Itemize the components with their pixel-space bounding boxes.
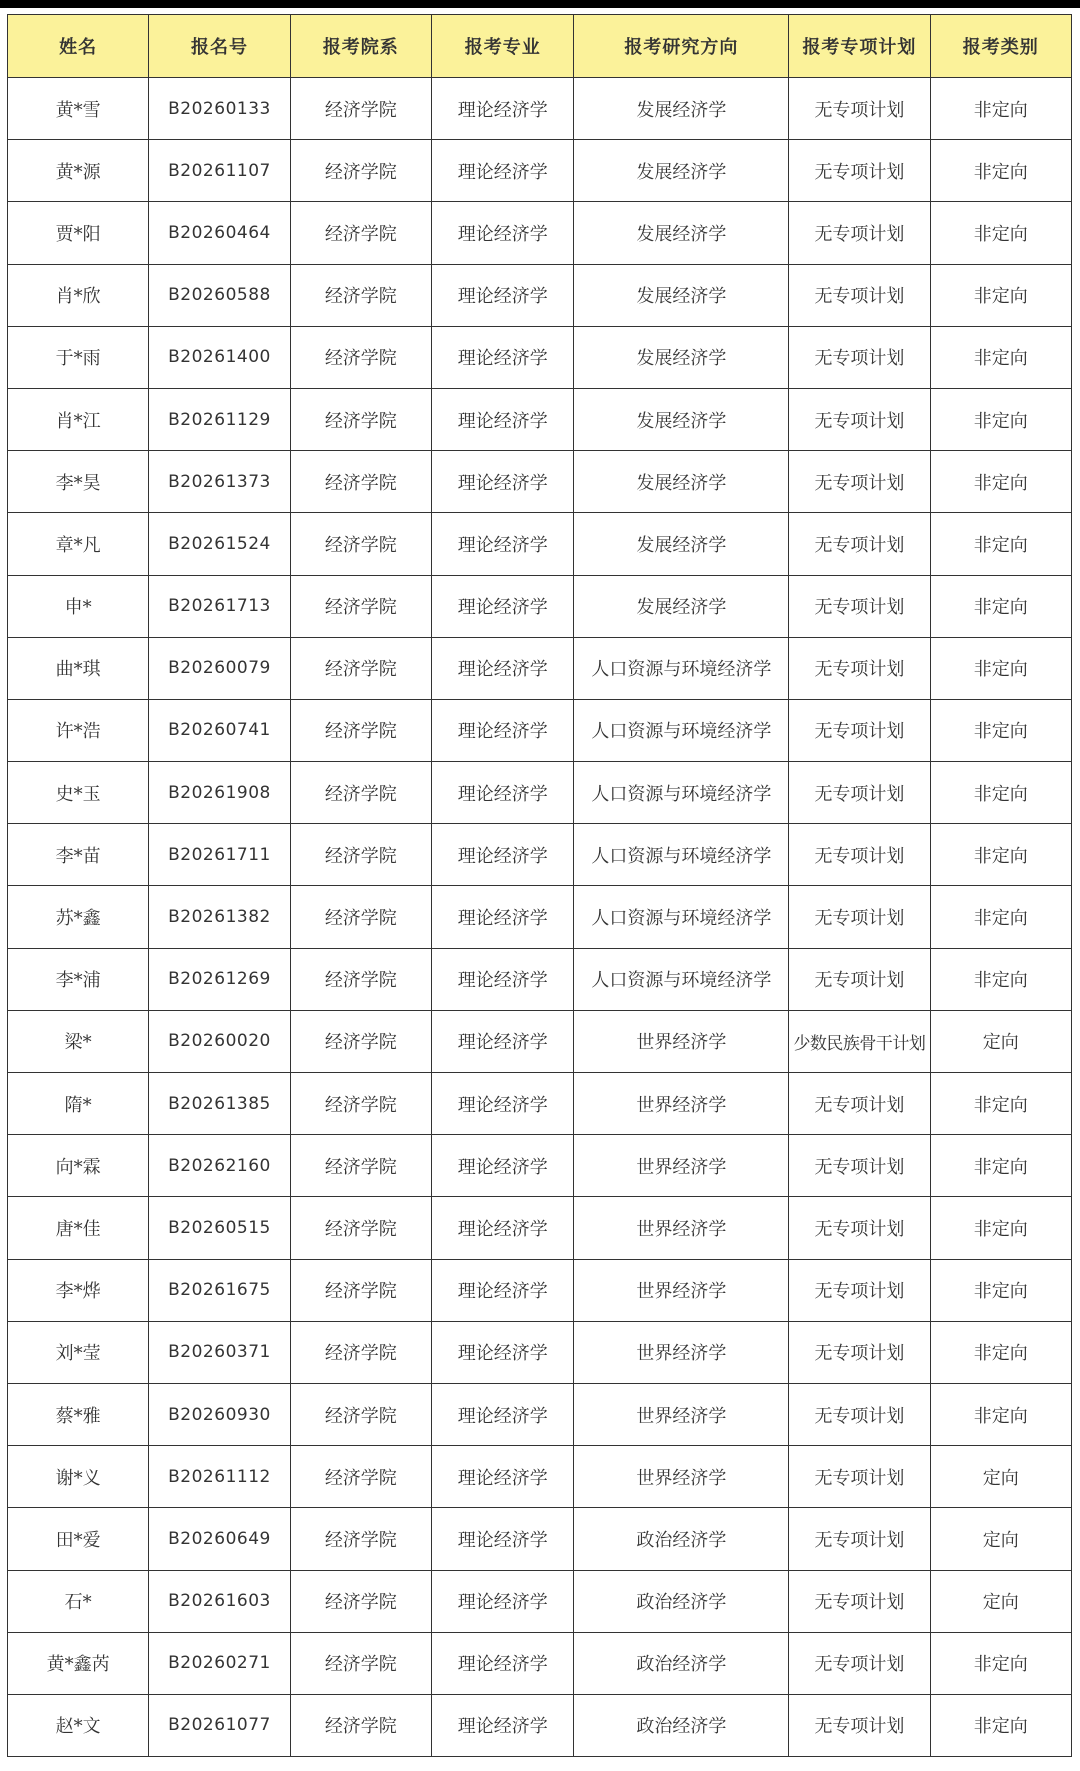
cell-research-direction: 世界经济学 bbox=[574, 1073, 789, 1135]
cell-name: 李*烨 bbox=[8, 1259, 149, 1321]
header-special-plan: 报考专项计划 bbox=[789, 15, 930, 78]
cell-major: 理论经济学 bbox=[431, 762, 573, 824]
cell-major: 理论经济学 bbox=[431, 264, 573, 326]
cell-major: 理论经济学 bbox=[431, 1010, 573, 1072]
cell-name: 于*雨 bbox=[8, 326, 149, 388]
cell-department: 经济学院 bbox=[290, 762, 431, 824]
cell-special-plan: 无专项计划 bbox=[789, 1197, 930, 1259]
cell-category: 非定向 bbox=[930, 78, 1071, 140]
cell-department: 经济学院 bbox=[290, 451, 431, 513]
header-registration-id: 报名号 bbox=[149, 15, 290, 78]
header-department: 报考院系 bbox=[290, 15, 431, 78]
cell-registration-id: B20260020 bbox=[149, 1010, 290, 1072]
cell-registration-id: B20261385 bbox=[149, 1073, 290, 1135]
cell-research-direction: 发展经济学 bbox=[574, 575, 789, 637]
cell-category: 非定向 bbox=[930, 575, 1071, 637]
cell-registration-id: B20260741 bbox=[149, 699, 290, 761]
cell-research-direction: 政治经济学 bbox=[574, 1508, 789, 1570]
cell-department: 经济学院 bbox=[290, 699, 431, 761]
cell-special-plan: 无专项计划 bbox=[789, 1321, 930, 1383]
cell-major: 理论经济学 bbox=[431, 1632, 573, 1694]
cell-name: 许*浩 bbox=[8, 699, 149, 761]
cell-special-plan: 无专项计划 bbox=[789, 451, 930, 513]
cell-registration-id: B20261908 bbox=[149, 762, 290, 824]
table-row bbox=[8, 575, 1072, 637]
cell-research-direction: 发展经济学 bbox=[574, 140, 789, 202]
cell-special-plan: 无专项计划 bbox=[789, 1073, 930, 1135]
cell-special-plan: 无专项计划 bbox=[789, 1383, 930, 1445]
table-row bbox=[8, 1446, 1072, 1508]
cell-research-direction: 发展经济学 bbox=[574, 388, 789, 450]
table-row bbox=[8, 824, 1072, 886]
cell-registration-id: B20260133 bbox=[149, 78, 290, 140]
cell-major: 理论经济学 bbox=[431, 1446, 573, 1508]
cell-department: 经济学院 bbox=[290, 1321, 431, 1383]
cell-name: 肖*江 bbox=[8, 388, 149, 450]
cell-research-direction: 人口资源与环境经济学 bbox=[574, 824, 789, 886]
cell-department: 经济学院 bbox=[290, 78, 431, 140]
cell-department: 经济学院 bbox=[290, 202, 431, 264]
cell-department: 经济学院 bbox=[290, 264, 431, 326]
cell-major: 理论经济学 bbox=[431, 575, 573, 637]
cell-research-direction: 发展经济学 bbox=[574, 78, 789, 140]
cell-name: 黄*鑫芮 bbox=[8, 1632, 149, 1694]
cell-category: 非定向 bbox=[930, 699, 1071, 761]
cell-special-plan: 无专项计划 bbox=[789, 762, 930, 824]
cell-category: 非定向 bbox=[930, 202, 1071, 264]
cell-registration-id: B20260588 bbox=[149, 264, 290, 326]
cell-category: 非定向 bbox=[930, 388, 1071, 450]
cell-department: 经济学院 bbox=[290, 1508, 431, 1570]
cell-department: 经济学院 bbox=[290, 513, 431, 575]
header-category: 报考类别 bbox=[930, 15, 1071, 78]
cell-major: 理论经济学 bbox=[431, 1383, 573, 1445]
cell-major: 理论经济学 bbox=[431, 1321, 573, 1383]
cell-registration-id: B20261524 bbox=[149, 513, 290, 575]
table-row bbox=[8, 451, 1072, 513]
cell-category: 非定向 bbox=[930, 140, 1071, 202]
cell-category: 非定向 bbox=[930, 762, 1071, 824]
cell-registration-id: B20261713 bbox=[149, 575, 290, 637]
table-row bbox=[8, 637, 1072, 699]
cell-department: 经济学院 bbox=[290, 1259, 431, 1321]
header-major: 报考专业 bbox=[431, 15, 573, 78]
cell-major: 理论经济学 bbox=[431, 78, 573, 140]
cell-research-direction: 世界经济学 bbox=[574, 1135, 789, 1197]
cell-special-plan: 无专项计划 bbox=[789, 202, 930, 264]
cell-name: 唐*佳 bbox=[8, 1197, 149, 1259]
cell-department: 经济学院 bbox=[290, 1135, 431, 1197]
cell-special-plan: 无专项计划 bbox=[789, 886, 930, 948]
cell-research-direction: 人口资源与环境经济学 bbox=[574, 948, 789, 1010]
cell-special-plan: 无专项计划 bbox=[789, 78, 930, 140]
cell-major: 理论经济学 bbox=[431, 1259, 573, 1321]
cell-special-plan: 无专项计划 bbox=[789, 513, 930, 575]
cell-category: 非定向 bbox=[930, 1135, 1071, 1197]
cell-category: 非定向 bbox=[930, 326, 1071, 388]
cell-major: 理论经济学 bbox=[431, 1570, 573, 1632]
cell-category: 定向 bbox=[930, 1010, 1071, 1072]
cell-major: 理论经济学 bbox=[431, 326, 573, 388]
table-row bbox=[8, 1694, 1072, 1756]
cell-department: 经济学院 bbox=[290, 886, 431, 948]
admission-table-container bbox=[7, 14, 1072, 1757]
table-row bbox=[8, 1259, 1072, 1321]
cell-registration-id: B20261373 bbox=[149, 451, 290, 513]
cell-category: 非定向 bbox=[930, 1321, 1071, 1383]
cell-major: 理论经济学 bbox=[431, 699, 573, 761]
cell-research-direction: 世界经济学 bbox=[574, 1383, 789, 1445]
cell-special-plan: 少数民族骨干计划 bbox=[789, 1010, 930, 1072]
cell-registration-id: B20261269 bbox=[149, 948, 290, 1010]
header-research-direction: 报考研究方向 bbox=[574, 15, 789, 78]
cell-research-direction: 世界经济学 bbox=[574, 1010, 789, 1072]
cell-registration-id: B20260515 bbox=[149, 1197, 290, 1259]
cell-category: 非定向 bbox=[930, 637, 1071, 699]
cell-name: 黄*源 bbox=[8, 140, 149, 202]
table-row bbox=[8, 1632, 1072, 1694]
cell-major: 理论经济学 bbox=[431, 1508, 573, 1570]
cell-name: 蔡*雅 bbox=[8, 1383, 149, 1445]
cell-department: 经济学院 bbox=[290, 1197, 431, 1259]
table-row bbox=[8, 1135, 1072, 1197]
cell-special-plan: 无专项计划 bbox=[789, 326, 930, 388]
cell-department: 经济学院 bbox=[290, 1446, 431, 1508]
table-row bbox=[8, 948, 1072, 1010]
cell-research-direction: 世界经济学 bbox=[574, 1321, 789, 1383]
table-row bbox=[8, 388, 1072, 450]
table-row bbox=[8, 1197, 1072, 1259]
cell-category: 非定向 bbox=[930, 824, 1071, 886]
cell-major: 理论经济学 bbox=[431, 1135, 573, 1197]
cell-research-direction: 世界经济学 bbox=[574, 1446, 789, 1508]
cell-registration-id: B20260079 bbox=[149, 637, 290, 699]
cell-research-direction: 人口资源与环境经济学 bbox=[574, 886, 789, 948]
cell-name: 苏*鑫 bbox=[8, 886, 149, 948]
cell-special-plan: 无专项计划 bbox=[789, 1446, 930, 1508]
cell-name: 章*凡 bbox=[8, 513, 149, 575]
cell-name: 李*浦 bbox=[8, 948, 149, 1010]
cell-registration-id: B20261382 bbox=[149, 886, 290, 948]
cell-name: 向*霖 bbox=[8, 1135, 149, 1197]
cell-special-plan: 无专项计划 bbox=[789, 1570, 930, 1632]
cell-registration-id: B20260271 bbox=[149, 1632, 290, 1694]
cell-major: 理论经济学 bbox=[431, 1197, 573, 1259]
table-row bbox=[8, 140, 1072, 202]
cell-major: 理论经济学 bbox=[431, 637, 573, 699]
table-header-row bbox=[8, 15, 1072, 78]
cell-department: 经济学院 bbox=[290, 575, 431, 637]
cell-major: 理论经济学 bbox=[431, 388, 573, 450]
table-row bbox=[8, 1383, 1072, 1445]
cell-research-direction: 发展经济学 bbox=[574, 202, 789, 264]
cell-category: 非定向 bbox=[930, 1073, 1071, 1135]
cell-major: 理论经济学 bbox=[431, 1073, 573, 1135]
cell-department: 经济学院 bbox=[290, 1010, 431, 1072]
cell-category: 定向 bbox=[930, 1570, 1071, 1632]
cell-registration-id: B20260930 bbox=[149, 1383, 290, 1445]
cell-category: 非定向 bbox=[930, 1632, 1071, 1694]
cell-special-plan: 无专项计划 bbox=[789, 1508, 930, 1570]
cell-category: 非定向 bbox=[930, 1197, 1071, 1259]
cell-name: 隋* bbox=[8, 1073, 149, 1135]
table-row bbox=[8, 762, 1072, 824]
cell-research-direction: 政治经济学 bbox=[574, 1694, 789, 1756]
cell-special-plan: 无专项计划 bbox=[789, 948, 930, 1010]
table-row bbox=[8, 264, 1072, 326]
cell-special-plan: 无专项计划 bbox=[789, 824, 930, 886]
top-border-bar bbox=[0, 0, 1080, 8]
cell-category: 非定向 bbox=[930, 1383, 1071, 1445]
cell-special-plan: 无专项计划 bbox=[789, 1135, 930, 1197]
cell-category: 非定向 bbox=[930, 948, 1071, 1010]
cell-name: 刘*莹 bbox=[8, 1321, 149, 1383]
cell-registration-id: B20261077 bbox=[149, 1694, 290, 1756]
cell-name: 史*玉 bbox=[8, 762, 149, 824]
cell-research-direction: 发展经济学 bbox=[574, 264, 789, 326]
cell-department: 经济学院 bbox=[290, 948, 431, 1010]
cell-department: 经济学院 bbox=[290, 824, 431, 886]
table-row bbox=[8, 1073, 1072, 1135]
cell-category: 非定向 bbox=[930, 1259, 1071, 1321]
cell-department: 经济学院 bbox=[290, 1570, 431, 1632]
cell-name: 梁* bbox=[8, 1010, 149, 1072]
table-row bbox=[8, 1570, 1072, 1632]
cell-name: 赵*文 bbox=[8, 1694, 149, 1756]
cell-major: 理论经济学 bbox=[431, 886, 573, 948]
cell-registration-id: B20261711 bbox=[149, 824, 290, 886]
cell-special-plan: 无专项计划 bbox=[789, 575, 930, 637]
cell-category: 非定向 bbox=[930, 451, 1071, 513]
cell-name: 黄*雪 bbox=[8, 78, 149, 140]
table-row bbox=[8, 1508, 1072, 1570]
cell-registration-id: B20260649 bbox=[149, 1508, 290, 1570]
cell-name: 石* bbox=[8, 1570, 149, 1632]
cell-name: 谢*义 bbox=[8, 1446, 149, 1508]
cell-registration-id: B20261603 bbox=[149, 1570, 290, 1632]
cell-department: 经济学院 bbox=[290, 1632, 431, 1694]
cell-research-direction: 发展经济学 bbox=[574, 326, 789, 388]
cell-special-plan: 无专项计划 bbox=[789, 1632, 930, 1694]
table-row bbox=[8, 1321, 1072, 1383]
cell-research-direction: 世界经济学 bbox=[574, 1259, 789, 1321]
cell-special-plan: 无专项计划 bbox=[789, 699, 930, 761]
cell-category: 非定向 bbox=[930, 513, 1071, 575]
cell-research-direction: 政治经济学 bbox=[574, 1570, 789, 1632]
cell-department: 经济学院 bbox=[290, 1694, 431, 1756]
cell-name: 申* bbox=[8, 575, 149, 637]
cell-special-plan: 无专项计划 bbox=[789, 140, 930, 202]
table-row bbox=[8, 886, 1072, 948]
cell-major: 理论经济学 bbox=[431, 202, 573, 264]
cell-special-plan: 无专项计划 bbox=[789, 1259, 930, 1321]
cell-registration-id: B20262160 bbox=[149, 1135, 290, 1197]
table-row bbox=[8, 202, 1072, 264]
cell-registration-id: B20261107 bbox=[149, 140, 290, 202]
cell-research-direction: 发展经济学 bbox=[574, 513, 789, 575]
table-row bbox=[8, 1010, 1072, 1072]
table-body bbox=[8, 78, 1072, 1757]
cell-name: 李*苗 bbox=[8, 824, 149, 886]
cell-department: 经济学院 bbox=[290, 1383, 431, 1445]
cell-registration-id: B20260371 bbox=[149, 1321, 290, 1383]
cell-category: 非定向 bbox=[930, 1694, 1071, 1756]
cell-registration-id: B20261112 bbox=[149, 1446, 290, 1508]
cell-research-direction: 人口资源与环境经济学 bbox=[574, 637, 789, 699]
cell-major: 理论经济学 bbox=[431, 824, 573, 886]
cell-major: 理论经济学 bbox=[431, 140, 573, 202]
cell-special-plan: 无专项计划 bbox=[789, 388, 930, 450]
table-row bbox=[8, 699, 1072, 761]
cell-name: 贾*阳 bbox=[8, 202, 149, 264]
cell-registration-id: B20261675 bbox=[149, 1259, 290, 1321]
cell-special-plan: 无专项计划 bbox=[789, 1694, 930, 1756]
cell-name: 李*昊 bbox=[8, 451, 149, 513]
cell-research-direction: 人口资源与环境经济学 bbox=[574, 699, 789, 761]
cell-department: 经济学院 bbox=[290, 637, 431, 699]
cell-category: 定向 bbox=[930, 1446, 1071, 1508]
admission-list-table bbox=[7, 14, 1072, 1757]
cell-department: 经济学院 bbox=[290, 1073, 431, 1135]
header-name: 姓名 bbox=[8, 15, 149, 78]
cell-special-plan: 无专项计划 bbox=[789, 264, 930, 326]
cell-research-direction: 世界经济学 bbox=[574, 1197, 789, 1259]
cell-research-direction: 人口资源与环境经济学 bbox=[574, 762, 789, 824]
cell-major: 理论经济学 bbox=[431, 1694, 573, 1756]
cell-category: 定向 bbox=[930, 1508, 1071, 1570]
cell-research-direction: 政治经济学 bbox=[574, 1632, 789, 1694]
cell-name: 肖*欣 bbox=[8, 264, 149, 326]
cell-registration-id: B20261129 bbox=[149, 388, 290, 450]
cell-category: 非定向 bbox=[930, 886, 1071, 948]
cell-registration-id: B20260464 bbox=[149, 202, 290, 264]
cell-registration-id: B20261400 bbox=[149, 326, 290, 388]
cell-research-direction: 发展经济学 bbox=[574, 451, 789, 513]
cell-department: 经济学院 bbox=[290, 326, 431, 388]
cell-special-plan: 无专项计划 bbox=[789, 637, 930, 699]
table-row bbox=[8, 78, 1072, 140]
cell-major: 理论经济学 bbox=[431, 948, 573, 1010]
cell-name: 曲*琪 bbox=[8, 637, 149, 699]
table-row bbox=[8, 326, 1072, 388]
cell-category: 非定向 bbox=[930, 264, 1071, 326]
table-row bbox=[8, 513, 1072, 575]
cell-department: 经济学院 bbox=[290, 388, 431, 450]
cell-department: 经济学院 bbox=[290, 140, 431, 202]
cell-name: 田*爱 bbox=[8, 1508, 149, 1570]
cell-major: 理论经济学 bbox=[431, 451, 573, 513]
cell-major: 理论经济学 bbox=[431, 513, 573, 575]
